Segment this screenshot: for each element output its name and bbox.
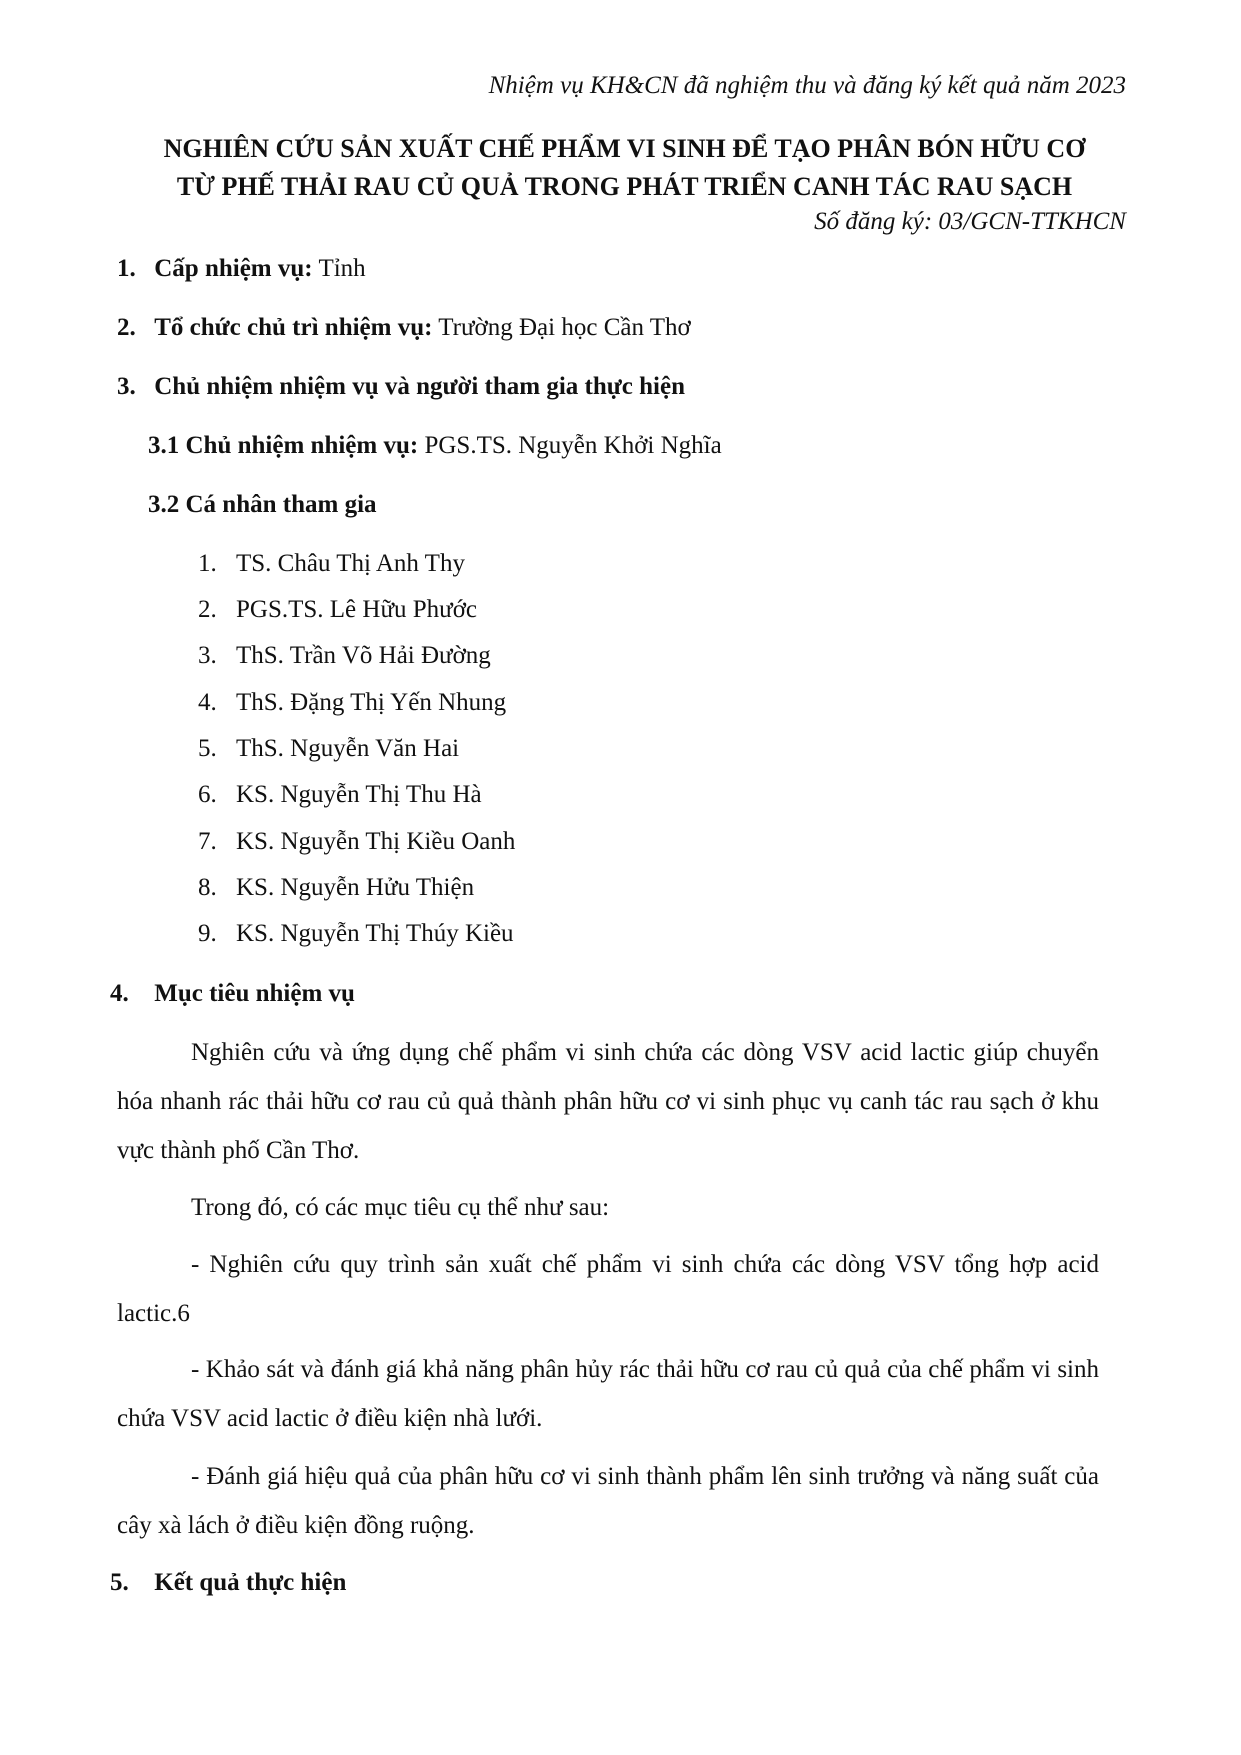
section-3-2-label: 3.2 Cá nhân tham gia	[148, 491, 377, 518]
title-line-2: TỪ PHẾ THẢI RAU CỦ QUẢ TRONG PHÁT TRIỂN CANH TÁC RAU SẠCH	[176, 172, 1073, 201]
section-3-number: 3.	[117, 373, 136, 400]
section-4-label: Mục tiêu nhiệm vụ	[154, 980, 355, 1007]
section-2	[117, 312, 691, 344]
header-note: Nhiệm vụ KH&CN đã nghiệm thu và đăng ký kết quả năm 2023	[488, 72, 1126, 99]
section-2-label: Tổ chức chủ trì nhiệm vụ:	[154, 314, 433, 341]
objective-paragraph: Trong đó, có các mục tiêu cụ thể như sau:	[191, 1194, 610, 1221]
section-2-value: Trường Đại học Cần Thơ	[438, 314, 691, 341]
section-1	[117, 253, 366, 285]
member-item: 9. KS. Nguyễn Thị Thúy Kiều	[198, 920, 514, 947]
registration-number: Số đăng ký: 03/GCN-TTKHCN	[814, 208, 1126, 235]
section-5	[110, 1567, 346, 1599]
member-item: 2. PGS.TS. Lê Hữu Phước	[198, 596, 478, 623]
document-title	[117, 130, 1132, 206]
member-item: 8. KS. Nguyễn Hửu Thiện	[198, 874, 475, 901]
section-3	[117, 371, 685, 403]
section-3-1-value: PGS.TS. Nguyễn Khởi Nghĩa	[424, 432, 722, 459]
member-item: 6. KS. Nguyễn Thị Thu Hà	[198, 781, 482, 808]
member-item: 7. KS. Nguyễn Thị Kiều Oanh	[198, 828, 516, 855]
section-3-1-label: 3.1 Chủ nhiệm nhiệm vụ:	[148, 432, 419, 459]
section-1-value: Tỉnh	[318, 255, 366, 282]
section-3-2	[148, 489, 377, 521]
section-4	[110, 978, 355, 1010]
section-5-number: 5.	[110, 1569, 129, 1596]
section-5-label: Kết quả thực hiện	[154, 1569, 347, 1596]
section-2-number: 2.	[117, 314, 136, 341]
section-3-label: Chủ nhiệm nhiệm vụ và người tham gia thực hiện	[154, 373, 685, 400]
member-item: 3. ThS. Trần Võ Hải Đường	[198, 642, 491, 669]
objective-paragraph: Nghiên cứu và ứng dụng chế phẩm vi sinh chứa các dòng VSV acid lactic giúp chuyển hóa nhanh rác thải hữu cơ rau củ quả thành phân hữu cơ vi sinh phục vụ canh tác rau sạch ở khu vực thành phố Cần Thơ.	[117, 1039, 1099, 1164]
section-3-1	[148, 430, 722, 462]
section-1-number: 1.	[117, 255, 136, 282]
objective-paragraph: - Đánh giá hiệu quả của phân hữu cơ vi sinh thành phẩm lên sinh trưởng và năng suất của cây xà lách ở điều kiện đồng ruộng.	[117, 1463, 1099, 1539]
member-item: 4. ThS. Đặng Thị Yến Nhung	[198, 689, 507, 716]
objective-paragraph: - Nghiên cứu quy trình sản xuất chế phẩm vi sinh chứa các dòng VSV tổng hợp acid lactic.6	[117, 1251, 1099, 1327]
objective-paragraph: - Khảo sát và đánh giá khả năng phân hủy rác thải hữu cơ rau củ quả của chế phẩm vi sinh chứa VSV acid lactic ở điều kiện nhà lưới.	[117, 1356, 1099, 1432]
section-1-label: Cấp nhiệm vụ:	[154, 255, 313, 282]
section-4-number: 4.	[110, 980, 129, 1007]
member-item: 5. ThS. Nguyễn Văn Hai	[198, 735, 460, 762]
member-item: 1. TS. Châu Thị Anh Thy	[198, 550, 465, 577]
title-line-1: NGHIÊN CỨU SẢN XUẤT CHẾ PHẨM VI SINH ĐỂ TẠO PHÂN BÓN HỮU CƠ	[163, 134, 1086, 163]
